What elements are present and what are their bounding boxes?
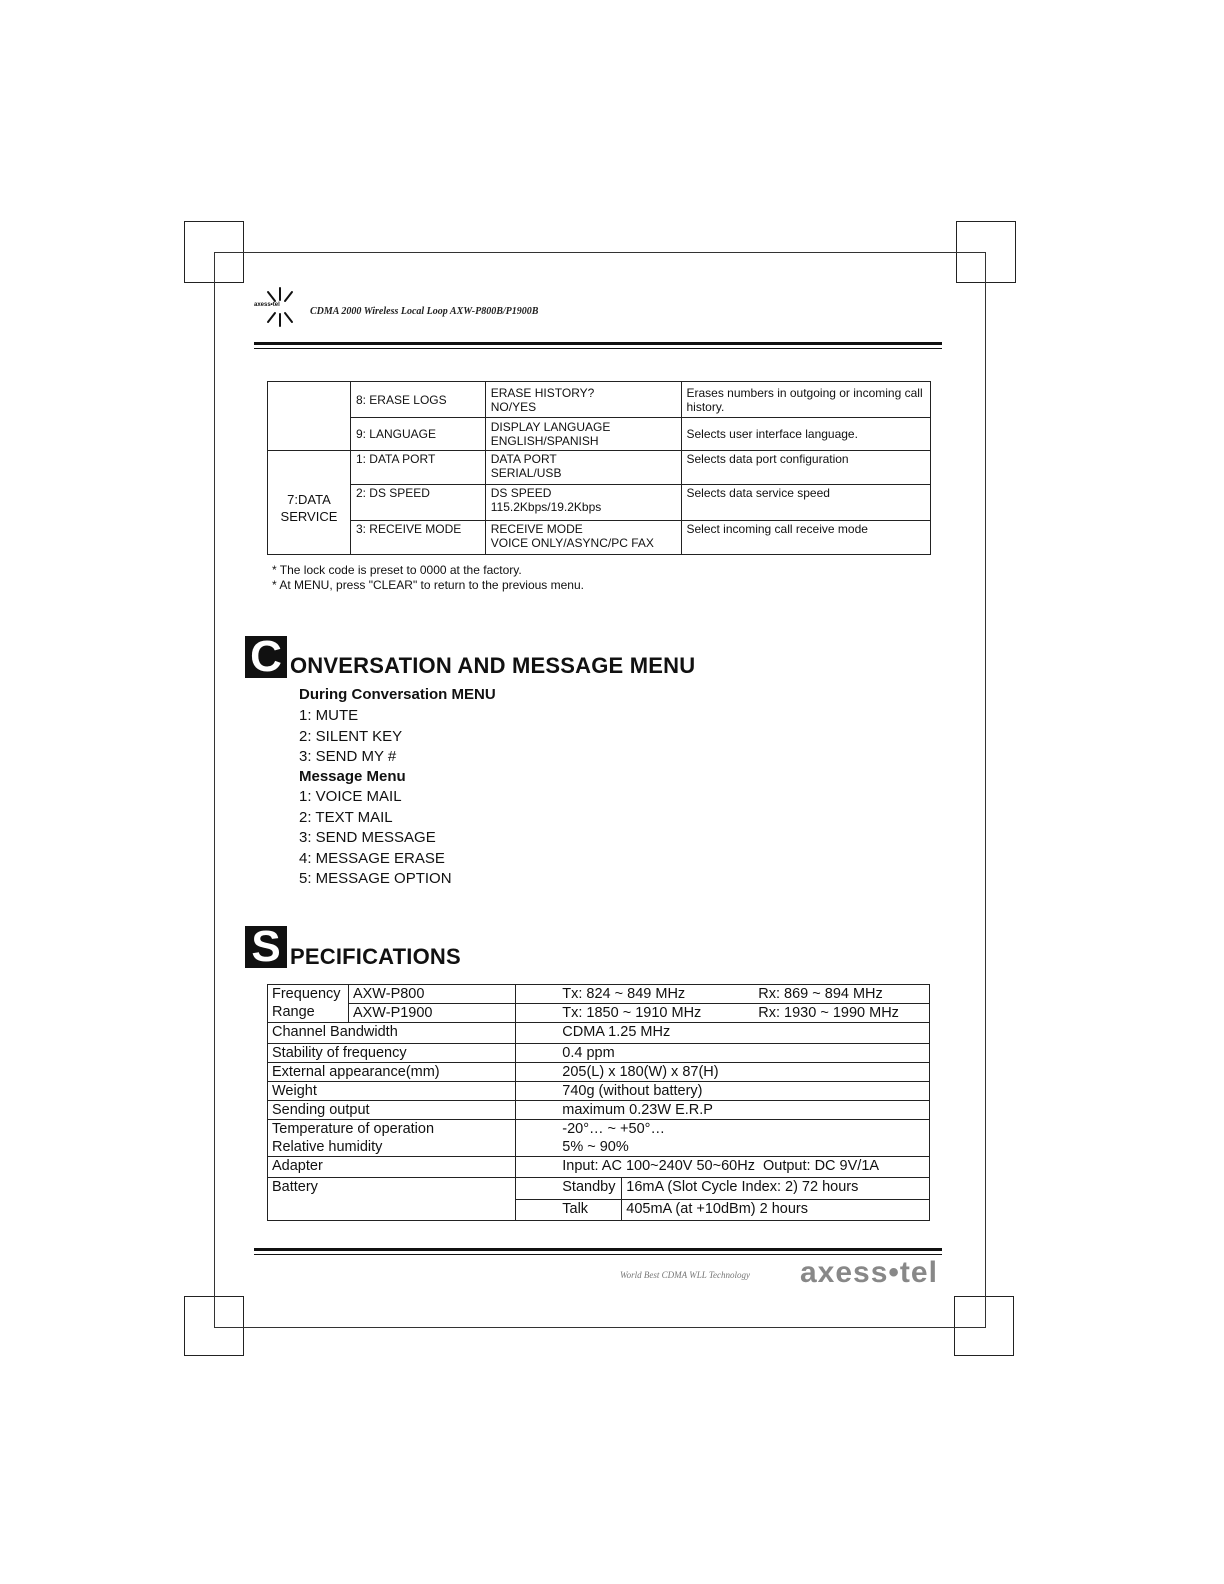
header: [254, 286, 944, 326]
message-menu-title: Message Menu: [299, 768, 406, 785]
section-letter-c: C: [245, 636, 287, 678]
spec-value-cell: maximum 0.23W E.R.P: [516, 1101, 930, 1120]
frequency-value-cell: [516, 985, 930, 1004]
menu-group-cell: [268, 382, 351, 451]
list-item: 2: TEXT MAIL: [299, 808, 393, 826]
list-item: 2: SILENT KEY: [299, 727, 403, 745]
battery-mode-cell: Standby: [516, 1178, 622, 1200]
menu-description-cell: Select incoming call receive mode: [681, 521, 931, 555]
battery-mode-cell: Talk: [516, 1200, 622, 1221]
menu-display-cell: ERASE HISTORY? NO/YES: [485, 382, 681, 418]
list-item: 5: MESSAGE OPTION: [299, 870, 452, 887]
specifications-table: [267, 984, 930, 1221]
menu-item-cell: 2: DS SPEED: [350, 485, 485, 521]
table-row: [268, 1023, 930, 1044]
header-logo-text: axess•tel: [254, 302, 280, 308]
frequency-model-cell: AXW-P1900: [348, 1004, 515, 1023]
header-title: CDMA 2000 Wireless Local Loop AXW-P800B/P1900B: [310, 306, 539, 317]
list-item: 3: SEND MY #: [299, 748, 397, 765]
table-row: [268, 1101, 930, 1120]
frequency-rx: Rx: 869 ~ 894 MHz: [758, 986, 883, 1002]
spec-label-cell: Temperature of operation Relative humidity: [268, 1120, 516, 1157]
header-rule-thin: [254, 348, 942, 349]
battery-label-cell: Battery: [268, 1178, 516, 1221]
frequency-rx: Rx: 1930 ~ 1990 MHz: [758, 1005, 899, 1021]
footer-tagline: World Best CDMA WLL Technology: [620, 1270, 751, 1280]
table-row: [268, 485, 931, 521]
menu-item-cell: 8: ERASE LOGS: [350, 382, 485, 418]
menu-description-cell: Selects data service speed: [681, 485, 931, 521]
menu-description-cell: Selects user interface language.: [681, 418, 931, 451]
spec-label-cell: Sending output: [268, 1101, 516, 1120]
spec-value-cell: Input: AC 100~240V 50~60Hz Output: DC 9V/1A: [516, 1157, 930, 1178]
battery-value-cell: 405mA (at +10dBm) 2 hours: [622, 1200, 930, 1221]
table-row: [268, 1157, 930, 1178]
footer-brand-logo: axess•tel: [800, 1256, 938, 1289]
menu-display-cell: DISPLAY LANGUAGE ENGLISH/SPANISH: [485, 418, 681, 451]
spec-label-cell: External appearance(mm): [268, 1063, 516, 1082]
specifications-section-title: PECIFICATIONS: [290, 944, 461, 969]
header-rule: [254, 342, 942, 345]
note-line: * At MENU, press "CLEAR" to return to the previous menu.: [272, 578, 584, 592]
list-item: 1: MUTE: [299, 707, 359, 724]
spec-value-cell: 0.4 ppm: [516, 1044, 930, 1063]
table-row: [268, 1178, 930, 1200]
menu-item-cell: 3: RECEIVE MODE: [350, 521, 485, 555]
menu-display-cell: DS SPEED 115.2Kbps/19.2Kbps: [485, 485, 681, 521]
list-item: 4: MESSAGE ERASE: [299, 849, 445, 867]
table-row: [268, 418, 931, 451]
table-row: [268, 1082, 930, 1101]
table-row: [268, 382, 931, 418]
menu-display-cell: DATA PORT SERIAL/USB: [485, 451, 681, 485]
during-conversation-title: During Conversation MENU: [299, 686, 496, 703]
section-letter-s: S: [245, 926, 287, 968]
spec-value-cell: -20°… ~ +50°… 5% ~ 90%: [516, 1120, 930, 1157]
menu-item-cell: 1: DATA PORT: [350, 451, 485, 485]
table-row: [268, 1004, 930, 1023]
menu-item-cell: 9: LANGUAGE: [350, 418, 485, 451]
frequency-model-cell: AXW-P800: [348, 985, 515, 1004]
spec-label-cell: Stability of frequency: [268, 1044, 516, 1063]
notes: [272, 563, 584, 593]
menu-table: [267, 381, 931, 555]
spec-label-cell: Adapter: [268, 1157, 516, 1178]
frequency-value-cell: [516, 1004, 930, 1023]
note-line: * The lock code is preset to 0000 at the factory.: [272, 563, 522, 577]
table-row: [268, 1063, 930, 1082]
during-conversation-list: [299, 706, 402, 768]
menu-display-cell: RECEIVE MODE VOICE ONLY/ASYNC/PC FAX: [485, 521, 681, 555]
list-item: 3: SEND MESSAGE: [299, 829, 436, 846]
spec-label-cell: Channel Bandwidth: [268, 1023, 516, 1044]
table-row: [268, 1044, 930, 1063]
menu-description-cell: Selects data port configuration: [681, 451, 931, 485]
spec-label-cell: Weight: [268, 1082, 516, 1101]
list-item: 1: VOICE MAIL: [299, 788, 402, 805]
battery-value-cell: 16mA (Slot Cycle Index: 2) 72 hours: [622, 1178, 930, 1200]
spec-value-cell: 740g (without battery): [516, 1082, 930, 1101]
spec-value-cell: 205(L) x 180(W) x 87(H): [516, 1063, 930, 1082]
table-row: [268, 985, 930, 1004]
footer-rule-thin: [254, 1254, 942, 1255]
message-menu-list: [299, 787, 452, 890]
frequency-range-label: Frequency Range: [268, 985, 349, 1023]
conversation-section-title: ONVERSATION AND MESSAGE MENU: [290, 653, 696, 678]
table-row: [268, 451, 931, 485]
spec-value-cell: CDMA 1.25 MHz: [516, 1023, 930, 1044]
menu-description-cell: Erases numbers in outgoing or incoming call history.: [681, 382, 931, 418]
menu-group-cell: 7:DATA SERVICE: [268, 451, 351, 555]
table-row: [268, 521, 931, 555]
table-row: [268, 1120, 930, 1157]
footer-rule: [254, 1248, 942, 1251]
frequency-tx: Tx: 824 ~ 849 MHz: [562, 986, 686, 1002]
frequency-tx: Tx: 1850 ~ 1910 MHz: [562, 1005, 702, 1021]
